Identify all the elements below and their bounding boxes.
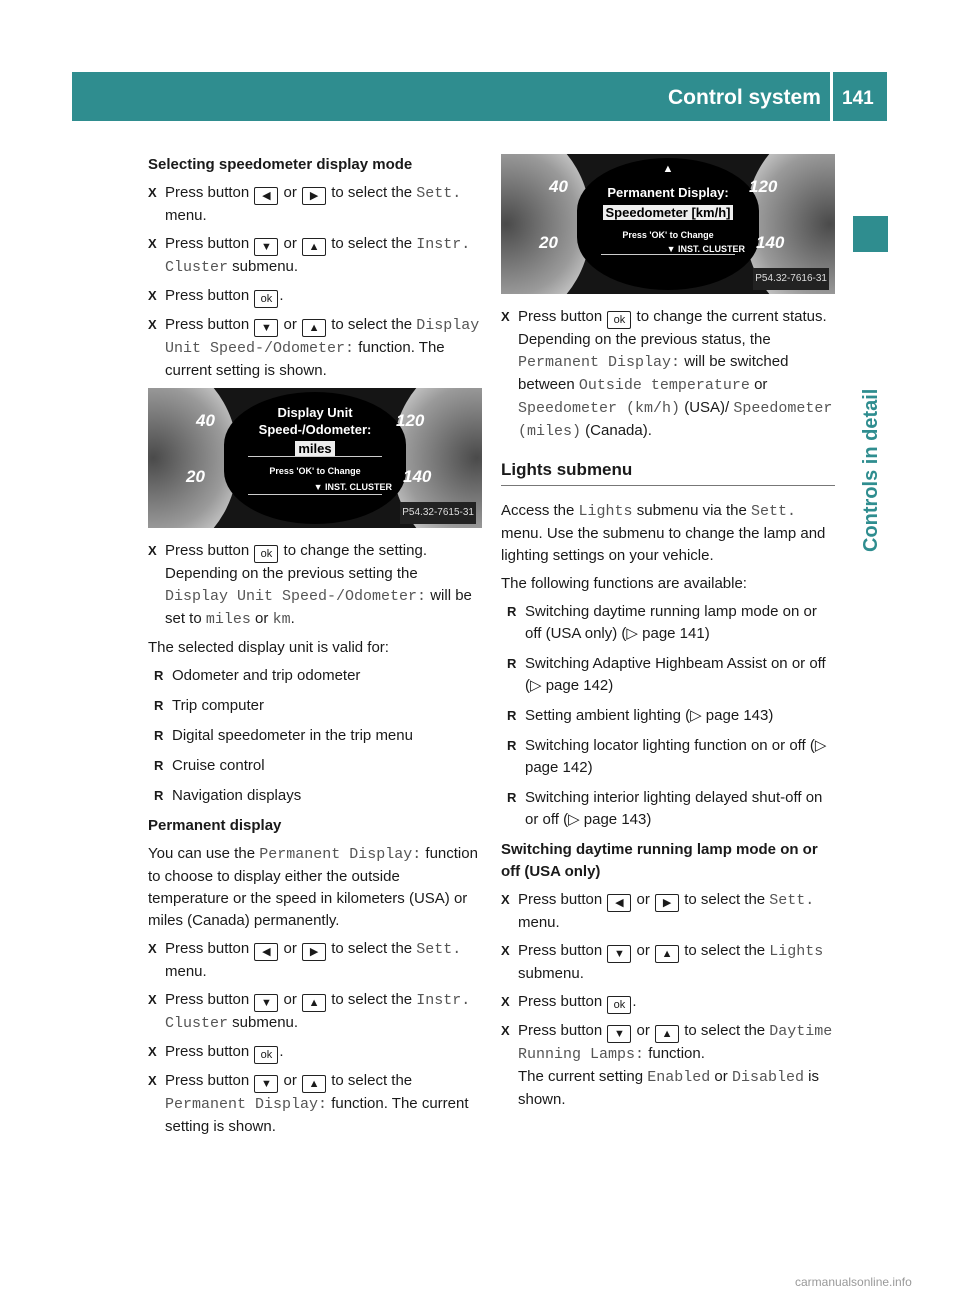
step: X Press button ▼ or ▲ to select the Lights submenu. [501, 940, 835, 985]
bullet-list [501, 601, 835, 831]
arrow-key-icon: ▶ [302, 187, 326, 205]
list-item: R Cruise control [154, 755, 483, 777]
step: X Press button ▼ or ▲ to select the Instr. Cluster submenu. [148, 989, 483, 1035]
right-column [501, 154, 835, 1117]
dial-number: 40 [196, 411, 215, 430]
arrow-key-icon: ▼ [254, 319, 278, 337]
step: X Press button ok . [501, 991, 835, 1014]
scroll-up-icon: ▲ [662, 163, 674, 175]
list-item: R Navigation displays [154, 785, 483, 807]
step-list [148, 938, 483, 1138]
list-item: R Odometer and trip odometer [154, 665, 483, 687]
arrow-key-icon: ◀ [254, 187, 278, 205]
list-item: R Switching daytime running lamp mode on or off (USA only) (▷ page 141) [507, 601, 835, 645]
figure-id: P54.32-7615-31 [400, 502, 476, 524]
arrow-key-icon: ▲ [302, 994, 326, 1012]
figure-display-unit [148, 388, 482, 528]
dial-number: 20 [539, 233, 558, 252]
screen-hint: Press 'OK' to Change [622, 230, 714, 240]
page-title: Control system [668, 86, 821, 109]
dial-number: 120 [396, 411, 425, 430]
step-list [501, 889, 835, 1066]
step: X Press button ok to change the setting. Depending on the previous setting the Display Unit Speed-/Odometer: will be set to miles or km. [148, 540, 483, 631]
paragraph: Access the Lights submenu via the Sett. menu. Use the submenu to change the lamp and lighting settings on your vehicle. [501, 502, 826, 564]
page-number: 141 [842, 88, 874, 109]
ok-key-icon: ok [607, 996, 631, 1014]
header-divider [830, 72, 833, 121]
ok-key-icon: ok [607, 311, 631, 329]
screen-divider [248, 494, 382, 495]
dial-number: 140 [403, 467, 432, 486]
arrow-key-icon: ▲ [655, 1025, 679, 1043]
list-item: R Setting ambient lighting (▷ page 143) [507, 705, 835, 727]
list-item: R Switching interior lighting delayed shut-off on or off (▷ page 143) [507, 787, 835, 831]
list-item: R Trip computer [154, 695, 483, 717]
paragraph: The following functions are available: [501, 575, 747, 592]
screen-divider [601, 254, 735, 255]
step: X Press button ▼ or ▲ to select the Display Unit Speed-/Odometer: function. The current setting is shown. [148, 314, 483, 382]
list-item: R Switching locator lighting function on or off (▷ page 142) [507, 735, 835, 779]
arrow-key-icon: ◀ [254, 943, 278, 961]
screen-value: miles [295, 441, 334, 456]
screen-title: Display Unit [277, 405, 353, 420]
paragraph: The current setting Enabled or Disabled is shown. [518, 1068, 819, 1108]
screen-title: Permanent Display: [607, 185, 729, 200]
arrow-key-icon: ▼ [254, 1075, 278, 1093]
dial-number: 140 [756, 233, 785, 252]
figure-id: P54.32-7616-31 [753, 268, 829, 290]
arrow-key-icon: ◀ [607, 894, 631, 912]
dial-number: 40 [549, 177, 568, 196]
side-tab-label: Controls in detail [860, 388, 882, 552]
arrow-key-icon: ▼ [254, 994, 278, 1012]
ok-key-icon: ok [254, 1046, 278, 1064]
section-heading: Permanent display [148, 817, 282, 834]
arrow-key-icon: ▲ [302, 238, 326, 256]
screen-value: Speedometer [km/h] [603, 205, 734, 220]
arrow-key-icon: ▼ [254, 238, 278, 256]
screen-menu: ▼ INST. CLUSTER [666, 244, 745, 254]
step-list [148, 182, 483, 382]
dial-number: 20 [186, 467, 205, 486]
arrow-key-icon: ▼ [607, 945, 631, 963]
screen-menu: ▼ INST. CLUSTER [313, 482, 392, 492]
ok-key-icon: ok [254, 545, 278, 563]
arrow-key-icon: ▼ [607, 1025, 631, 1043]
list-item: R Digital speedometer in the trip menu [154, 725, 483, 747]
screen-hint: Press 'OK' to Change [269, 466, 361, 476]
section-title: Lights submenu [501, 459, 835, 486]
step: X Press button ▼ or ▲ to select the Daytime Running Lamps: function. [501, 1020, 835, 1066]
paragraph: The selected display unit is valid for: [148, 639, 389, 656]
watermark-footer: carmanualsonline.info [795, 1275, 912, 1289]
arrow-key-icon: ▲ [302, 319, 326, 337]
step: X Press button ◀ or ▶ to select the Sett. menu. [148, 182, 483, 227]
arrow-key-icon: ▶ [655, 894, 679, 912]
screen-title: Speed-/Odometer: [258, 422, 372, 437]
arrow-key-icon: ▲ [302, 1075, 326, 1093]
figure-permanent-display [501, 154, 835, 294]
ok-key-icon: ok [254, 290, 278, 308]
section-heading: Switching daytime running lamp mode on or off (USA only) [501, 841, 818, 880]
step: X Press button ▼ or ▲ to select the Instr. Cluster submenu. [148, 233, 483, 279]
step: X Press button ok . [148, 1041, 483, 1064]
arrow-key-icon: ▶ [302, 943, 326, 961]
dial-number: 120 [749, 177, 778, 196]
step: X Press button ◀ or ▶ to select the Sett. menu. [501, 889, 835, 934]
paragraph: You can use the Permanent Display: function to choose to display either the outside temperature or the speed in kilometers (USA) or miles (Canada) permanently. [148, 845, 478, 929]
arrow-key-icon: ▲ [655, 945, 679, 963]
section-heading: Selecting speedometer display mode [148, 156, 413, 173]
bullet-list [148, 665, 483, 807]
step: X Press button ok . [148, 285, 483, 308]
step: X Press button ◀ or ▶ to select the Sett. menu. [148, 938, 483, 983]
list-item: R Switching Adaptive Highbeam Assist on or off (▷ page 142) [507, 653, 835, 697]
side-tab-marker [853, 216, 888, 252]
screen-divider [248, 456, 382, 457]
left-column [148, 154, 483, 1144]
step: X Press button ok to change the current status. Depending on the previous status, the Permanent Display: will be switched between Outside temperature or Speedometer (km/h) (USA)/ Speedometer (miles) (Canada). [501, 306, 835, 443]
step: X Press button ▼ or ▲ to select the Permanent Display: function. The current setting is shown. [148, 1070, 483, 1138]
